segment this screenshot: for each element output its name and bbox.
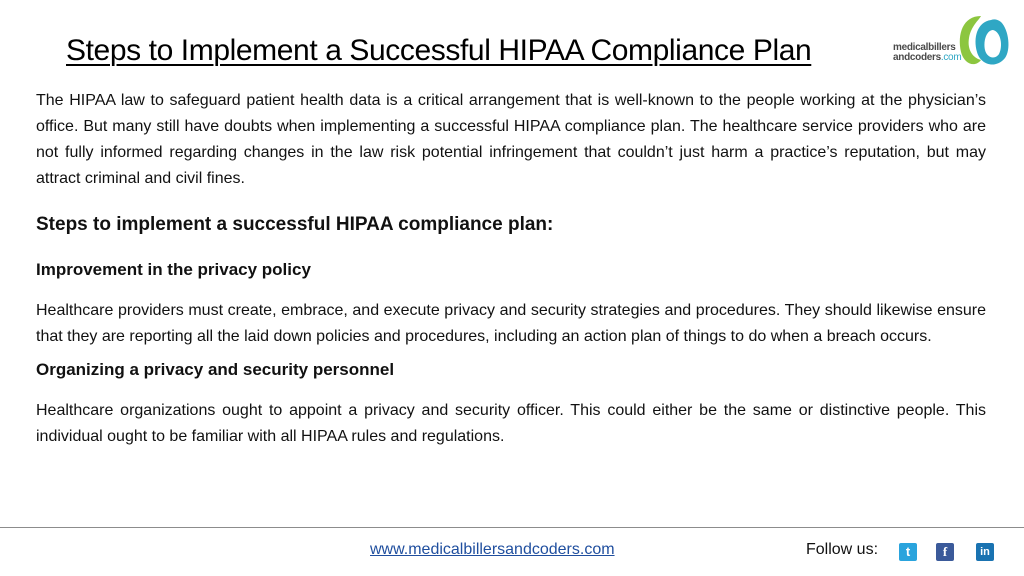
section-heading: Steps to implement a successful HIPAA compliance plan:	[36, 214, 554, 235]
logo-line-1: medicalbillers	[893, 42, 956, 53]
step-heading: Improvement in the privacy policy	[36, 260, 311, 279]
logo-line-2-suffix: .com	[940, 52, 962, 63]
company-logo[interactable]	[893, 12, 1013, 72]
logo-line-2-name: andcoders	[893, 52, 941, 63]
linkedin-icon[interactable]: in	[976, 543, 994, 561]
step-heading: Organizing a privacy and security personnel	[36, 360, 395, 379]
website-link[interactable]: www.medicalbillersandcoders.com	[370, 541, 615, 558]
intro-paragraph: The HIPAA law to safeguard patient health data is a critical arrangement that is well-known to the people working at the physician’s office. But many still have doubts when implementing a successful HIPAA compliance plan. The healthcare service providers who are not fully informed regarding changes in the law risk potential infringement that couldn’t just harm a practice’s reputation, but may attract criminal and civil fines.	[36, 92, 986, 187]
slide-title: Steps to Implement a Successful HIPAA Compliance Plan	[66, 34, 812, 67]
footer-divider	[0, 527, 1024, 528]
logo-wordmark	[893, 43, 961, 63]
step-body: Healthcare organizations ought to appoint a privacy and security officer. This could either be the same or distinctive people. This individual ought to be familiar with all HIPAA rules and regulations.	[36, 402, 986, 445]
logo-line-2	[893, 53, 961, 63]
logo-icon	[951, 12, 1011, 72]
step-body: Healthcare providers must create, embrace, and execute privacy and security strategies and procedures. They should likewise ensure that they are reporting all the laid down policies and procedures, including an action plan of things to do when a breach occurs.	[36, 302, 986, 345]
follow-us-label: Follow us:	[806, 541, 879, 558]
facebook-icon[interactable]: f	[936, 543, 954, 561]
twitter-icon[interactable]: t	[899, 543, 917, 561]
slide-content	[36, 88, 986, 456]
